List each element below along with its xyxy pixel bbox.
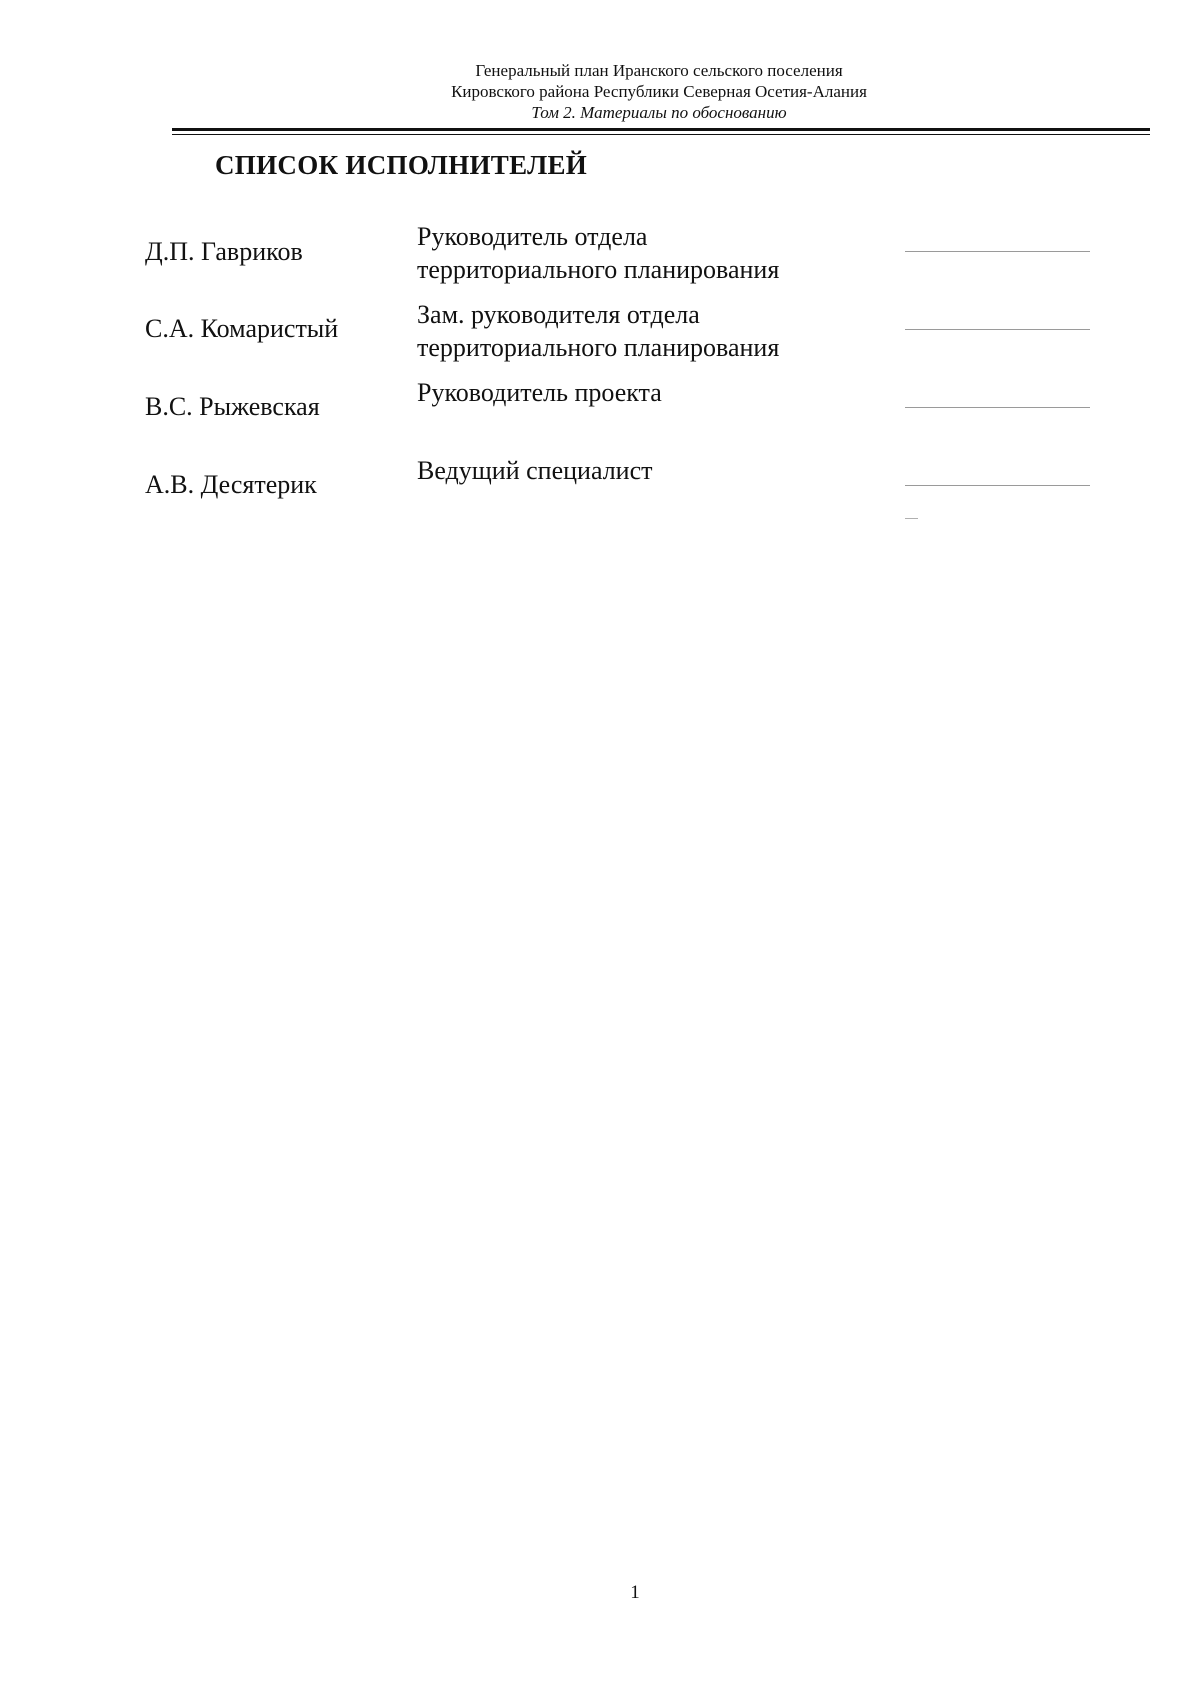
executor-role [417, 220, 847, 286]
header-line-1: Генеральный план Иранского сельского поселения [475, 61, 843, 80]
section-title: СПИСОК ИСПОЛНИТЕЛЕЙ [215, 150, 588, 180]
header-rule-thin [172, 134, 1150, 135]
header-rule-thick [172, 128, 1150, 131]
executor-role [417, 376, 847, 409]
signature-line [905, 329, 1090, 330]
header-line-2: Кировского района Республики Северная Осетия-Алания [451, 82, 867, 101]
executor-name: В.С. Рыжевская [145, 392, 320, 421]
executor-role [417, 454, 847, 487]
executor-name: Д.П. Гавриков [145, 237, 303, 266]
role-line: Зам. руководителя отдела [417, 300, 700, 329]
executor-role [417, 298, 847, 364]
signature-line [905, 407, 1090, 408]
role-line: Ведущий специалист [417, 456, 653, 485]
header-line-3: Том 2. Материалы по обоснованию [531, 103, 787, 122]
signature-line [905, 251, 1090, 252]
executor-name: С.А. Комаристый [145, 314, 339, 343]
role-line: территориального планирования [417, 333, 780, 362]
signature-line [905, 485, 1090, 486]
running-header [172, 60, 1146, 123]
role-line: Руководитель отдела [417, 222, 648, 251]
page-number: 1 [630, 1582, 640, 1603]
role-line: Руководитель проекта [417, 378, 662, 407]
role-line: территориального планирования [417, 255, 780, 284]
executor-name: А.В. Десятерик [145, 470, 317, 499]
signature-dash [905, 518, 918, 519]
